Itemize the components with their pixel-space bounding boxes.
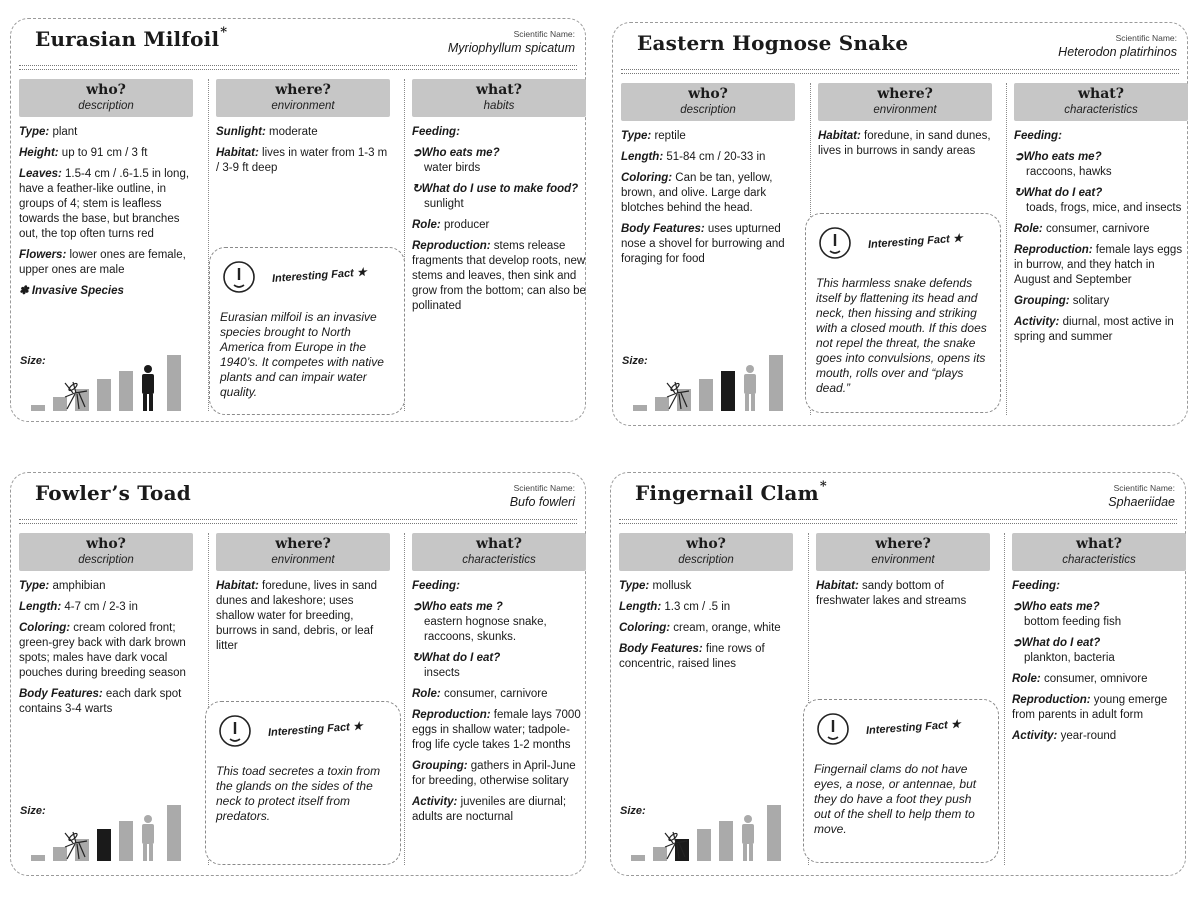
feeding-question: ↻What do I use to make food? sunlight — [412, 183, 579, 210]
fact-line: Reproduction: female lays 7000 eggs in shallow water; tadpole-frog life cycle takes 1-2 months — [412, 709, 581, 751]
feeding-question: ➲Who eats me? raccoons, hawks — [1014, 151, 1112, 178]
size-bar — [631, 855, 645, 861]
who-column — [619, 533, 793, 678]
interesting-fact-text: This harmless snake defends itself by flattening its head and neck, then hissing and striking with a closed mouth. If this does not repel the threat, the snake goes into convulsions, opens its mouth, rolls over and “plays dead.” — [816, 276, 987, 395]
size-label: Size: — [620, 805, 646, 817]
what-column — [1012, 533, 1186, 750]
what-header: what? habits — [412, 79, 586, 117]
what-header: what? characteristics — [1012, 533, 1186, 571]
size-label: Size: — [20, 355, 46, 367]
what-header: what? characteristics — [1014, 83, 1188, 121]
fact-line: Reproduction: young emerge from parents in adult form — [1012, 694, 1168, 721]
size-bar — [633, 405, 647, 411]
size-bar — [719, 821, 733, 861]
where-header: where? environment — [816, 533, 990, 571]
header-divider — [19, 519, 577, 524]
who-header: who? description — [19, 533, 193, 571]
feeding-label: Feeding: — [1012, 580, 1060, 592]
fact-line: Reproduction: stems release fragments that develop roots, new stems and leaves, then sink and grow from the bottom; can also be pollinated — [412, 240, 586, 312]
exclamation-face-icon — [222, 260, 256, 294]
fact-line: Habitat: lives in water from 1-3 m / 3-9 ft deep — [216, 147, 388, 174]
feeding-label: Feeding: — [412, 580, 460, 592]
where-header: where? environment — [818, 83, 992, 121]
feeding-question: ↻What do I eat? toads, frogs, mice, and insects — [1014, 187, 1182, 214]
fact-line: Body Features: uses upturned nose a shovel for burrowing and foraging for food — [621, 223, 785, 265]
feeding-question: ➲Who eats me? bottom feeding fish — [1012, 601, 1122, 628]
what-header: what? characteristics — [412, 533, 586, 571]
column-divider — [404, 533, 405, 865]
human-silhouette-icon — [742, 815, 754, 861]
species-card-fowlers-toad — [10, 472, 586, 876]
size-bar — [167, 805, 181, 861]
species-name: Eurasian Milfoil* — [35, 25, 228, 51]
interesting-fact-title: Interesting Fact ★ — [267, 720, 364, 739]
species-name: Eastern Hognose Snake — [637, 31, 909, 55]
where-column — [816, 533, 990, 615]
invasive-species-note: ✽ Invasive Species — [19, 285, 124, 297]
exclamation-face-icon — [818, 226, 852, 260]
feeding-label: Feeding: — [1014, 130, 1062, 142]
where-column — [216, 79, 390, 182]
fact-line: Activity: diurnal, most active in spring and summer — [1014, 316, 1174, 343]
size-bar — [119, 821, 133, 861]
header-divider — [619, 519, 1177, 524]
interesting-fact-box — [205, 701, 401, 865]
fact-line: Role: producer — [412, 219, 490, 231]
who-header: who? description — [621, 83, 795, 121]
scientific-name-block — [1058, 33, 1177, 59]
fact-line: Flowers: lower ones are female, upper ones are male — [19, 249, 186, 276]
where-header: where? environment — [216, 533, 390, 571]
species-card-eurasian-milfoil — [10, 18, 586, 422]
feeding-label: Feeding: — [412, 126, 460, 138]
interesting-fact-text: This toad secretes a toxin from the glands on the sides of the neck to protect itself from predators. — [216, 764, 381, 823]
exclamation-face-icon — [218, 714, 252, 748]
scientific-name-block — [448, 29, 575, 55]
human-silhouette-icon — [142, 815, 154, 861]
scientific-name: Sphaeriidae — [1108, 495, 1175, 509]
fact-line: Reproduction: female lays eggs in burrow, and they hatch in August and September — [1014, 244, 1183, 286]
size-scale — [29, 353, 194, 413]
fact-line: Coloring: cream, orange, white — [619, 622, 781, 634]
what-column — [1014, 83, 1188, 351]
feeding-question: ➲Who eats me? water birds — [412, 147, 500, 174]
who-header: who? description — [619, 533, 793, 571]
interesting-fact-box — [805, 213, 1001, 413]
interesting-fact-text: Eurasian milfoil is an invasive species brought to North America from Europe in the 1940’s. It competes with native plants and can impair water quality. — [220, 310, 384, 399]
size-bar — [31, 855, 45, 861]
size-bar — [53, 397, 67, 411]
species-name: Fingernail Clam* — [635, 479, 827, 505]
fact-line: Role: consumer, carnivore — [1014, 223, 1150, 235]
fact-line: Grouping: solitary — [1014, 295, 1110, 307]
exclamation-face-icon — [816, 712, 850, 746]
size-bar — [97, 829, 111, 861]
size-bar — [767, 805, 781, 861]
fact-line: Habitat: foredune, lives in sand dunes and lakeshore; uses shallow water for breeding, burrows in sand, debris, or leaf litter — [216, 580, 378, 652]
fact-line: Type: mollusk — [619, 580, 692, 592]
fact-line: Role: consumer, omnivore — [1012, 673, 1148, 685]
size-bar — [769, 355, 783, 411]
size-bar — [699, 379, 713, 411]
fact-line: Type: reptile — [621, 130, 686, 142]
fact-line: Type: plant — [19, 126, 78, 138]
species-card-eastern-hognose-snake — [612, 22, 1188, 426]
scientific-name: Bufo fowleri — [509, 495, 575, 509]
who-column — [621, 83, 795, 273]
size-bar — [721, 371, 735, 411]
size-label: Size: — [20, 805, 46, 817]
interesting-fact-text: Fingernail clams do not have eyes, a nose, or antennae, but they do have a foot they push out of the shell to help them to move. — [814, 762, 977, 836]
fact-line: Coloring: cream colored front; green-grey back with dark brown spots; males have dark vocal pouches during breeding season — [19, 622, 186, 679]
size-bar — [697, 829, 711, 861]
size-scale — [631, 353, 796, 413]
interesting-fact-title: Interesting Fact ★ — [271, 266, 368, 285]
size-bar — [655, 397, 669, 411]
fact-line: Leaves: 1.5-4 cm / .6-1.5 in long, have a feather-like outline, in groups of 4; stem is leafless towards the base, but branches out, the top often turns red — [19, 168, 190, 240]
header-divider — [621, 69, 1179, 74]
size-bar — [97, 379, 111, 411]
size-bar — [167, 355, 181, 411]
fact-line: Role: consumer, carnivore — [412, 688, 548, 700]
what-column — [412, 533, 586, 831]
scientific-name-block — [1108, 483, 1175, 509]
who-column — [19, 79, 193, 305]
interesting-fact-box — [209, 247, 405, 415]
fact-line: Length: 1.3 cm / .5 in — [619, 601, 731, 613]
size-bar — [53, 847, 67, 861]
what-column — [412, 79, 586, 320]
fact-line: Habitat: sandy bottom of freshwater lakes and streams — [816, 580, 967, 607]
who-header: who? description — [19, 79, 193, 117]
scientific-name-label: Scientific Name: — [1113, 483, 1175, 493]
scientific-name: Heterodon platirhinos — [1058, 45, 1177, 59]
interesting-fact-title: Interesting Fact ★ — [867, 232, 964, 251]
where-column — [818, 83, 992, 165]
column-divider — [1004, 533, 1005, 865]
scientific-name-label: Scientific Name: — [1115, 33, 1177, 43]
size-label: Size: — [622, 355, 648, 367]
size-bar — [31, 405, 45, 411]
fact-line: Habitat: foredune, in sand dunes, lives in burrows in sandy areas — [818, 130, 991, 157]
species-card-fingernail-clam — [610, 472, 1186, 876]
header-divider — [19, 65, 577, 70]
fact-line: Body Features: fine rows of concentric, raised lines — [619, 643, 765, 670]
where-column — [216, 533, 390, 660]
fact-line: Grouping: gathers in April-June for breeding, otherwise solitary — [412, 760, 576, 787]
fact-line: Height: up to 91 cm / 3 ft — [19, 147, 148, 159]
fact-line: Coloring: Can be tan, yellow, brown, and olive. Large dark blotches behind the head. — [621, 172, 773, 214]
scientific-name-label: Scientific Name: — [513, 483, 575, 493]
fact-line: Type: amphibian — [19, 580, 106, 592]
interesting-fact-title: Interesting Fact ★ — [865, 718, 962, 737]
human-silhouette-icon — [744, 365, 756, 411]
scientific-name: Myriophyllum spicatum — [447, 41, 575, 55]
column-divider — [1006, 83, 1007, 415]
where-header: where? environment — [216, 79, 390, 117]
human-silhouette-icon — [142, 365, 154, 411]
scientific-name-label: Scientific Name: — [513, 29, 575, 39]
feeding-question: ➲What do I eat? plankton, bacteria — [1012, 637, 1115, 664]
size-bar — [653, 847, 667, 861]
fact-line: Sunlight: moderate — [216, 126, 318, 138]
fact-line: Activity: juveniles are diurnal; adults are nocturnal — [412, 796, 567, 823]
feeding-question: ➲Who eats me ? eastern hognose snake, raccoons, skunks. — [412, 601, 547, 643]
fact-line: Length: 4-7 cm / 2-3 in — [19, 601, 138, 613]
interesting-fact-box — [803, 699, 999, 863]
fact-line: Activity: year-round — [1012, 730, 1117, 742]
size-bar — [119, 371, 133, 411]
scientific-name-block — [510, 483, 575, 509]
size-scale — [29, 803, 194, 863]
fact-line: Length: 51-84 cm / 20-33 in — [621, 151, 766, 163]
who-column — [19, 533, 193, 723]
feeding-question: ↻What do I eat? insects — [412, 652, 501, 679]
species-name: Fowler’s Toad — [35, 481, 191, 505]
size-scale — [629, 803, 794, 863]
fact-line: Body Features: each dark spot contains 3-4 warts — [19, 688, 182, 715]
